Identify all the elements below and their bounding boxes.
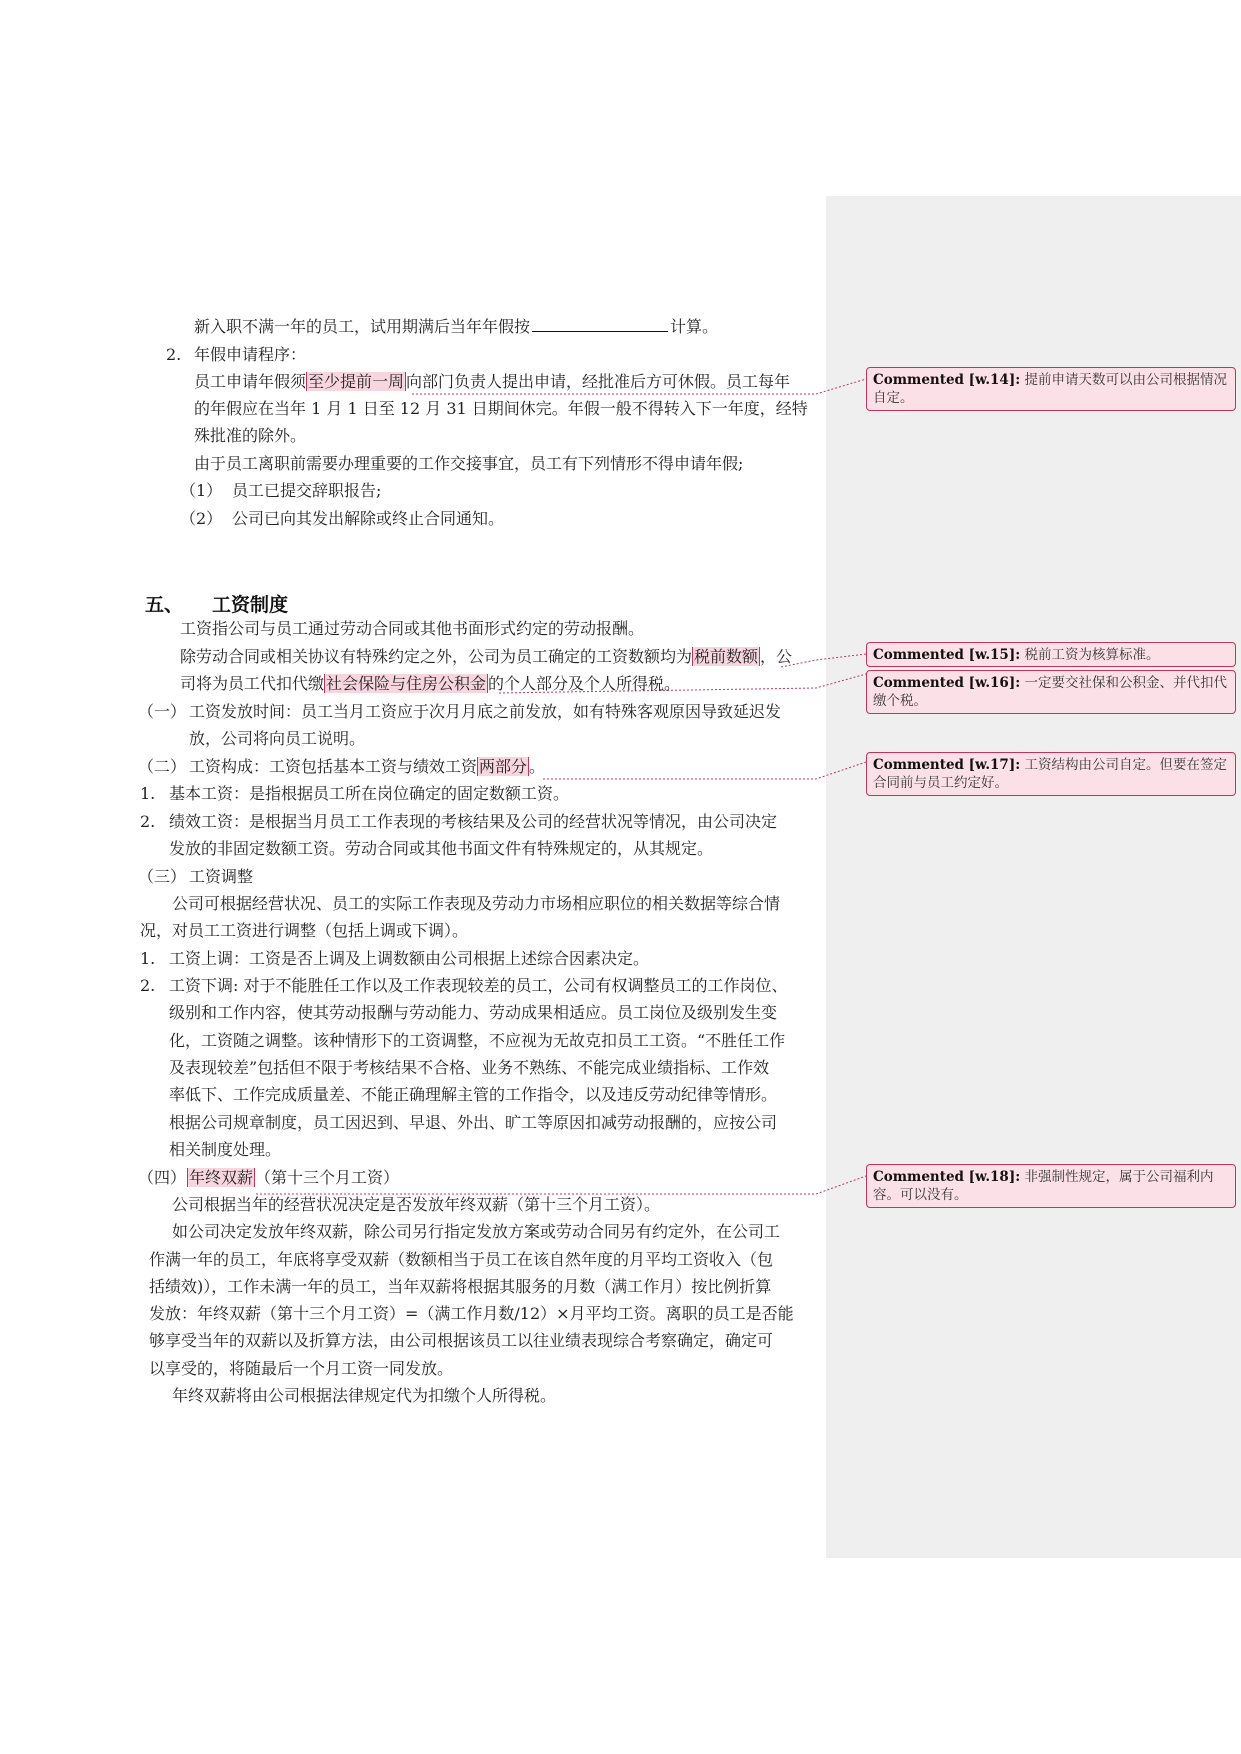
comment-w14[interactable]	[866, 367, 1236, 411]
text-line: 殊批准的除外。	[194, 426, 307, 445]
connector-w17	[543, 762, 866, 779]
list-number: 2.	[166, 345, 182, 364]
text-line: 的年假应在当年 1 月 1 日至 12 月 31 日期间休完。年假一般不得转入下一年度，经特	[194, 399, 808, 418]
list-number: 2.	[140, 976, 156, 995]
connector-w15	[781, 654, 866, 667]
list-number: （二）	[138, 757, 187, 776]
text-segment: 向部门负责人提出申请，经批准后方可休假。员工每年	[406, 372, 791, 391]
comment-text: 工资结构由公司自定。但要在签定合同前与员工约定好。	[873, 757, 1227, 791]
text-line: 化，工资随之调整。该种情形下的工资调整，不应视为无故克扣员工工资。“不胜任工作	[169, 1031, 786, 1050]
text-line: 公司根据当年的经营状况决定是否发放年终双薪（第十三个月工资）。	[172, 1195, 661, 1214]
text-segment: 除劳动合同或相关协议有特殊约定之外，公司为员工确定的工资数额均为	[180, 647, 693, 666]
list-item-title: 年假申请程序：	[194, 345, 307, 364]
highlight-w18[interactable]: 年终双薪	[189, 1168, 254, 1187]
paragraph-leave-application	[194, 372, 812, 392]
text-segment: 司将为员工代扣代缴	[180, 674, 325, 693]
section-title: 工资制度	[212, 594, 289, 616]
comment-w17[interactable]	[866, 752, 1236, 796]
text-segment: 的个人部分及个人所得税。	[488, 674, 681, 693]
highlight-w15[interactable]: 税前数额	[694, 647, 759, 666]
text-line: 括绩效)），工作未满一年的员工，当年双薪将根据其服务的月数（满工作月）按比例折算	[149, 1277, 772, 1296]
highlight-w14[interactable]: 至少提前一周	[308, 372, 405, 391]
text-line: 够享受当年的双薪以及折算方法，由公司根据该员工以往业绩表现综合考察确定，确定可	[149, 1331, 774, 1350]
text-line	[189, 757, 545, 777]
highlight-w16[interactable]: 社会保险与住房公积金	[326, 674, 487, 693]
text-line: 放，公司将向员工说明。	[189, 729, 366, 748]
text-line: 率低下、工作完成质量差、不能正确理解主管的工作指令，以及违反劳动纪律等情形。	[169, 1085, 778, 1104]
text-line: 根据公司规章制度，员工因迟到、早退、外出、旷工等原因扣减劳动报酬的，应按公司	[169, 1113, 778, 1132]
comment-w15[interactable]	[866, 642, 1236, 667]
text-line: 绩效工资：是根据当月员工工作表现的考核结果及公司的经营状况等情况，由公司决定	[169, 812, 778, 831]
text-line: 年终双薪将由公司根据法律规定代为扣缴个人所得税。	[172, 1386, 557, 1405]
text-line: 发放的非固定数额工资。劳动合同或其他书面文件有特殊规定的，从其规定。	[169, 839, 714, 858]
comment-text: 非强制性规定，属于公司福利内容。可以没有。	[873, 1169, 1214, 1203]
text-line-left	[194, 372, 790, 392]
comment-w16[interactable]	[866, 670, 1236, 714]
fill-in-blank	[532, 317, 668, 332]
list-number: 1.	[140, 784, 156, 803]
list-number: （1）	[180, 481, 223, 500]
text-line: 如公司决定发放年终双薪，除公司另行指定发放方案或劳动合同另有约定外，在公司工	[172, 1222, 781, 1241]
text-segment: 。	[529, 757, 546, 776]
list-number: 2.	[140, 812, 156, 831]
comment-tag: Commented [w.17]:	[873, 757, 1021, 773]
list-item-title: 工资调整	[189, 867, 254, 886]
comment-tag: Commented [w.16]:	[873, 675, 1021, 691]
comment-text: 提前申请天数可以由公司根据情况自定。	[873, 372, 1227, 406]
list-number: （三）	[138, 867, 187, 886]
text-segment: 计算。	[670, 317, 719, 336]
list-number: 1.	[140, 949, 156, 968]
text-line: 况，对员工工资进行调整（包括上调或下调）。	[140, 921, 469, 940]
list-item-text: 基本工资：是指根据员工所在岗位确定的固定数额工资。	[169, 784, 570, 803]
text-line: 工资指公司与员工通过劳动合同或其他书面形式约定的劳动报酬。	[180, 619, 645, 638]
text-line: 工资下调: 对于不能胜任工作以及工作表现较差的员工，公司有权调整员工的工作岗位、	[169, 976, 788, 995]
list-number: （四）	[138, 1168, 187, 1187]
comment-tag: Commented [w.14]:	[873, 372, 1021, 388]
text-segment: ，公	[760, 647, 793, 666]
text-line: 由于员工离职前需要办理重要的工作交接事宜，员工有下列情形不得申请年假;	[194, 454, 744, 473]
text-line: 相关制度处理。	[169, 1140, 282, 1159]
text-line: 级别和工作内容，使其劳动报酬与劳动能力、劳动成果相适应。员工岗位及级别发生变	[169, 1003, 778, 1022]
text-line	[180, 647, 792, 667]
comment-tag: Commented [w.18]:	[873, 1169, 1021, 1185]
list-number: （2）	[180, 509, 223, 528]
highlight-w17[interactable]: 两部分	[479, 757, 528, 776]
text-line	[180, 674, 680, 694]
text-segment: 工资构成：工资包括基本工资与绩效工资	[189, 757, 478, 776]
comment-text: 一定要交社保和公积金、并代扣代缴个税。	[873, 675, 1227, 709]
text-line: 发放：年终双薪（第十三个月工资）=（满工作月数/12）×月平均工资。离职的员工是否能	[149, 1304, 794, 1323]
comment-text: 税前工资为核算标准。	[1024, 647, 1160, 663]
list-item-text: 工资上调：工资是否上调及上调数额由公司根据上述综合因素决定。	[169, 949, 650, 968]
text-segment: 员工申请年假须	[194, 372, 307, 391]
text-line	[187, 1168, 399, 1188]
list-item-text: 员工已提交辞职报告;	[232, 481, 382, 500]
text-line: 以享受的，将随最后一个月工资一同发放。	[149, 1359, 454, 1378]
text-line: 公司可根据经营状况、员工的实际工作表现及劳动力市场相应职位的相关数据等综合情	[172, 894, 781, 913]
text-line: 作满一年的员工，年底将享受双薪（数额相当于员工在该自然年度的月平均工资收入（包	[149, 1250, 774, 1269]
comment-tag: Commented [w.15]:	[873, 647, 1021, 663]
text-line: 及表现较差”包括但不限于考核结果不合格、业务不熟练、不能完成业绩指标、工作效	[169, 1058, 770, 1077]
paragraph-new-employee-leave	[194, 317, 718, 337]
text-segment: （第十三个月工资）	[255, 1168, 400, 1187]
section-number: 五、	[145, 594, 184, 616]
text-segment: 新入职不满一年的员工，试用期满后当年年假按	[194, 317, 531, 336]
list-number: （一）	[138, 702, 187, 721]
list-item-text: 公司已向其发出解除或终止合同通知。	[232, 509, 505, 528]
comment-w18[interactable]	[866, 1164, 1236, 1208]
text-line: 工资发放时间：员工当月工资应于次月月底之前发放，如有特殊客观原因导致延迟发	[189, 702, 782, 721]
